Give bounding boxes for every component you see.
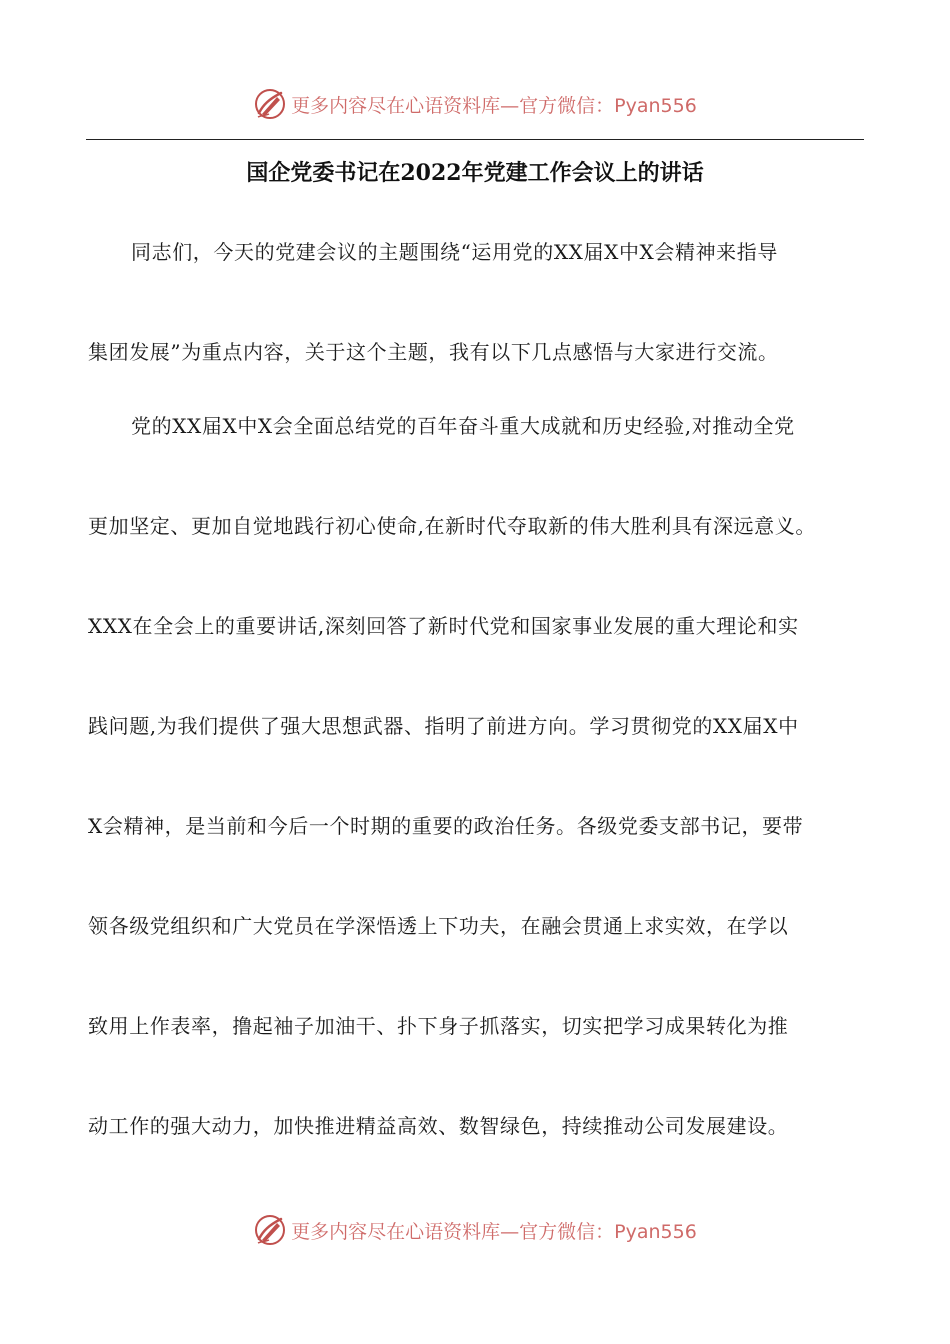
- footer-banner-label: 更多内容尽在心语资料库—官方微信：: [291, 1220, 615, 1243]
- body-line: 同志们，今天的党建会议的主题围绕“运用党的XX届X中X会精神来指导: [131, 240, 778, 264]
- pen-logo-icon: [253, 1213, 287, 1247]
- body-line: 践问题,为我们提供了强大思想武器、指明了前进方向。学习贯彻党的XX届X中: [88, 714, 799, 738]
- page-title: 国企党委书记在2022年党建工作会议上的讲话: [246, 160, 704, 186]
- body-line: 领各级党组织和广大党员在学深悟透上下功夫，在融会贯通上求实效，在学以: [88, 914, 789, 938]
- header-wechat-id: Pyan556: [614, 94, 697, 117]
- header-banner-label: 更多内容尽在心语资料库—官方微信：: [291, 94, 615, 117]
- body-line: 更加坚定、更加自觉地践行初心使命,在新时代夺取新的伟大胜利具有深远意义。: [88, 514, 816, 538]
- body-line: X会精神，是当前和今后一个时期的重要的政治任务。各级党委支部书记，要带: [88, 814, 804, 838]
- body-line: 集团发展”为重点内容，关于这个主题，我有以下几点感悟与大家进行交流。: [88, 340, 779, 364]
- header-banner-text: [291, 91, 697, 118]
- body-line: 致用上作表率，撸起袖子加油干、扑下身子抓落实，切实把学习成果转化为推: [88, 1014, 789, 1038]
- footer-banner-text: [291, 1217, 697, 1244]
- body-line: 动工作的强大动力，加快推进精益高效、数智绿色，持续推动公司发展建设。: [88, 1114, 789, 1138]
- footer-wechat-id: Pyan556: [614, 1220, 697, 1243]
- header-banner: [0, 82, 950, 126]
- body-line: XXX在全会上的重要讲话,深刻回答了新时代党和国家事业发展的重大理论和实: [88, 614, 799, 638]
- body-line: 党的XX届X中X会全面总结党的百年奋斗重大成就和历史经验,对推动全党: [131, 414, 795, 438]
- header-divider: [86, 139, 864, 140]
- footer-banner: [0, 1208, 950, 1252]
- pen-logo-icon: [253, 87, 287, 121]
